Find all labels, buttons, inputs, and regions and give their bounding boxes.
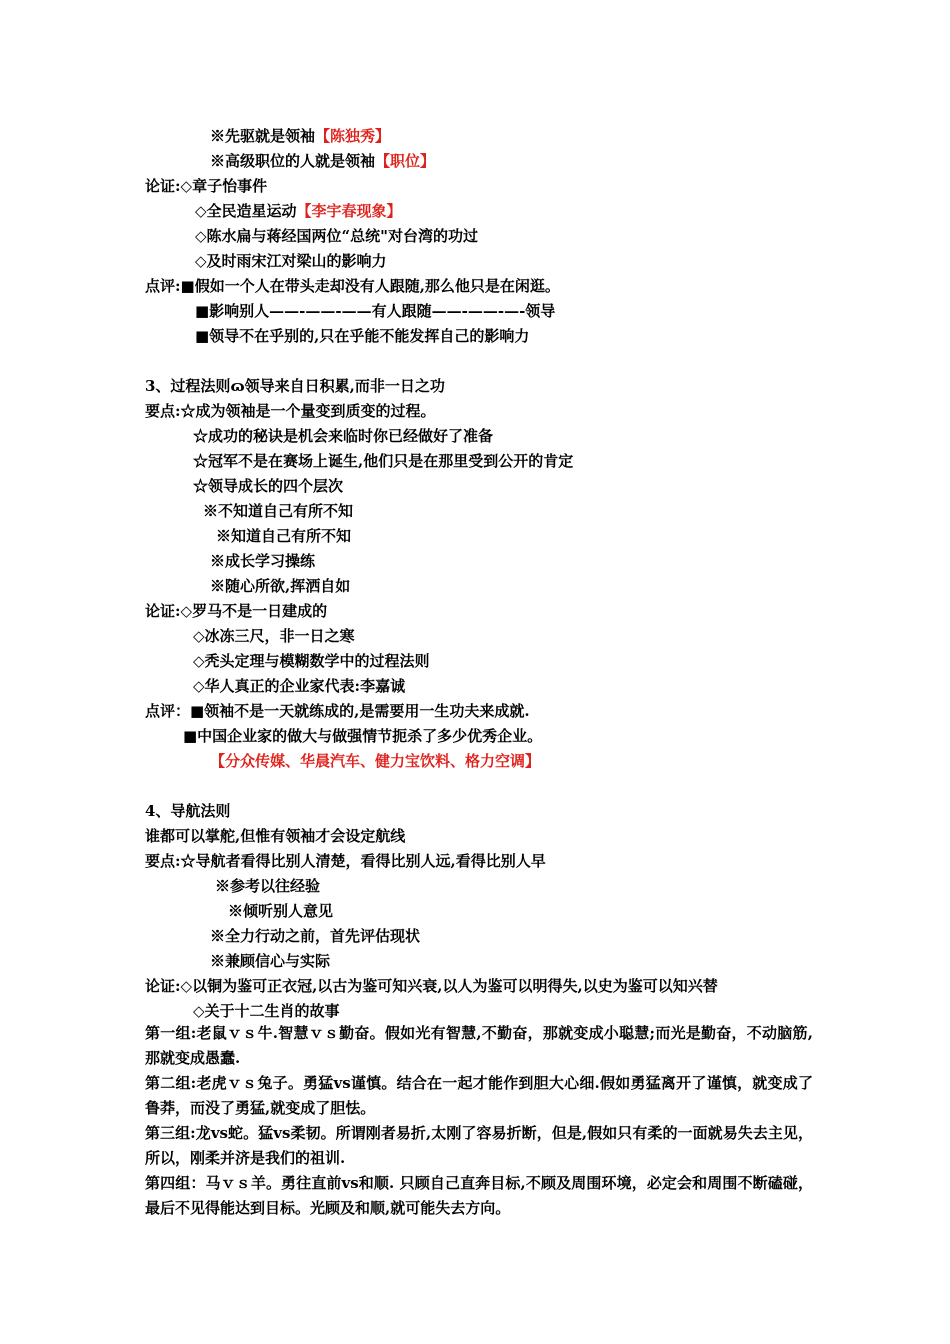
- line-set-course: 谁都可以掌舵,但惟有领袖才会设定航线: [145, 827, 406, 845]
- line-mirror-quote: 论证:◇以铜为鉴可正衣冠,以古为鉴可知兴衰,以人为鉴可以明得失,以史为鉴可以知兴替: [145, 977, 718, 995]
- line-four-levels: ☆领导成长的四个层次: [193, 477, 344, 495]
- line-text: ※先驱就是领袖: [210, 127, 316, 145]
- line-level-4: ※随心所欲,挥洒自如: [210, 577, 351, 595]
- line-zodiac-story: ◇关于十二生肖的故事: [193, 1002, 340, 1020]
- line-confidence: ※兼顾信心与实际: [210, 952, 331, 970]
- line-text: ※高级职位的人就是领袖: [210, 152, 376, 170]
- paragraph-group-1: 第一组:老鼠ｖｓ牛.智慧ｖｓ勤奋。假如光有智慧,不勤奋，那就变成小聪慧;而光是勤奋，不动脑筋,那就变成愚蠢.: [145, 1024, 813, 1067]
- line-star-campaign: [195, 201, 402, 221]
- line-influence-only: ■领导不在乎别的,只在乎能不能发挥自己的影响力: [195, 327, 530, 345]
- line-success-secret: ☆成功的秘诀是机会来临时你已经做好了准备: [193, 427, 494, 445]
- line-ice: ◇冰冻三尺，非一日之寒: [193, 627, 355, 645]
- line-level-2: ※知道自己有所不知: [216, 527, 352, 545]
- line-key-points-heading: 要点:☆成为领袖是一个量变到质变的过程。: [145, 402, 436, 420]
- highlight-text: 【陈独秀】: [315, 127, 391, 145]
- paragraph-group-3: 第三组:龙vs蛇。猛vs柔韧。所谓刚者易折,太刚了容易折断，但是,假如只有柔的一面就易失去主见，所以，刚柔并济是我们的祖训.: [145, 1124, 813, 1167]
- line-text: ◇全民造星运动: [195, 202, 297, 220]
- highlight-text: 【李宇春现象】: [296, 202, 402, 220]
- line-level-1: ※不知道自己有所不知: [203, 502, 354, 520]
- line-li-ka-shing: ◇华人真正的企业家代表:李嘉诚: [193, 677, 406, 695]
- line-senior-position: [210, 151, 435, 171]
- line-listen: ※倾听别人意见: [228, 902, 334, 920]
- line-argument-heading: 论证:◇章子怡事件: [145, 177, 268, 195]
- line-taiwan: ◇陈水扁与蒋经国两位“总统"对台湾的功过: [195, 227, 478, 245]
- section-heading-navigation-law: 4、导航法则: [145, 802, 231, 820]
- line-comment-heading: 点评:■假如一个人在带头走却没有人跟随,那么他只是在闲逛。: [145, 277, 560, 295]
- line-past-experience: ※参考以往经验: [215, 877, 321, 895]
- line-bald-theorem: ◇秃头定理与模糊数学中的过程法则: [193, 652, 430, 670]
- line-influence-chain: ■影响别人——-——-——有人跟随——-——-—-领导: [195, 302, 556, 320]
- line-navigator-points: 要点:☆导航者看得比别人清楚，看得比别人远,看得比别人早: [145, 852, 546, 870]
- line-pioneer-leader: [210, 126, 390, 146]
- paragraph-group-4: 第四组：马ｖｓ羊。勇往直前vs和顺. 只顾自己直奔目标,不顾及周围环境，必定会和周围不断磕碰，最后不见得能达到目标。光顾及和顺,就可能失去方向。: [145, 1174, 813, 1217]
- line-chinese-entrepreneurs: ■中国企业家的做大与做强情节扼杀了多少优秀企业。: [183, 727, 543, 745]
- section-heading-process-law: 3、过程法则ɷ领导来自日积累,而非一日之功: [145, 377, 445, 395]
- line-argument-rome: 论证:◇罗马不是一日建成的: [145, 602, 328, 620]
- line-songjiang: ◇及时雨宋江对梁山的影响力: [195, 252, 387, 270]
- line-level-3: ※成长学习操练: [210, 552, 316, 570]
- line-evaluate: ※全力行动之前，首先评估现状: [210, 927, 421, 945]
- highlight-text: 【职位】: [375, 152, 436, 170]
- line-comment-leader: 点评：■领袖不是一天就练成的,是需要用一生功夫来成就.: [145, 702, 530, 720]
- line-company-examples: 【分众传媒、华晨汽车、健力宝饮料、格力空调】: [210, 752, 541, 770]
- paragraph-group-2: 第二组:老虎ｖｓ兔子。勇猛vs谨慎。结合在一起才能作到胆大心细.假如勇猛离开了谨慎，就变成了鲁莽，而没了勇猛,就变成了胆怯。: [145, 1074, 813, 1117]
- line-champion: ☆冠军不是在赛场上诞生,他们只是在那里受到公开的肯定: [193, 452, 574, 470]
